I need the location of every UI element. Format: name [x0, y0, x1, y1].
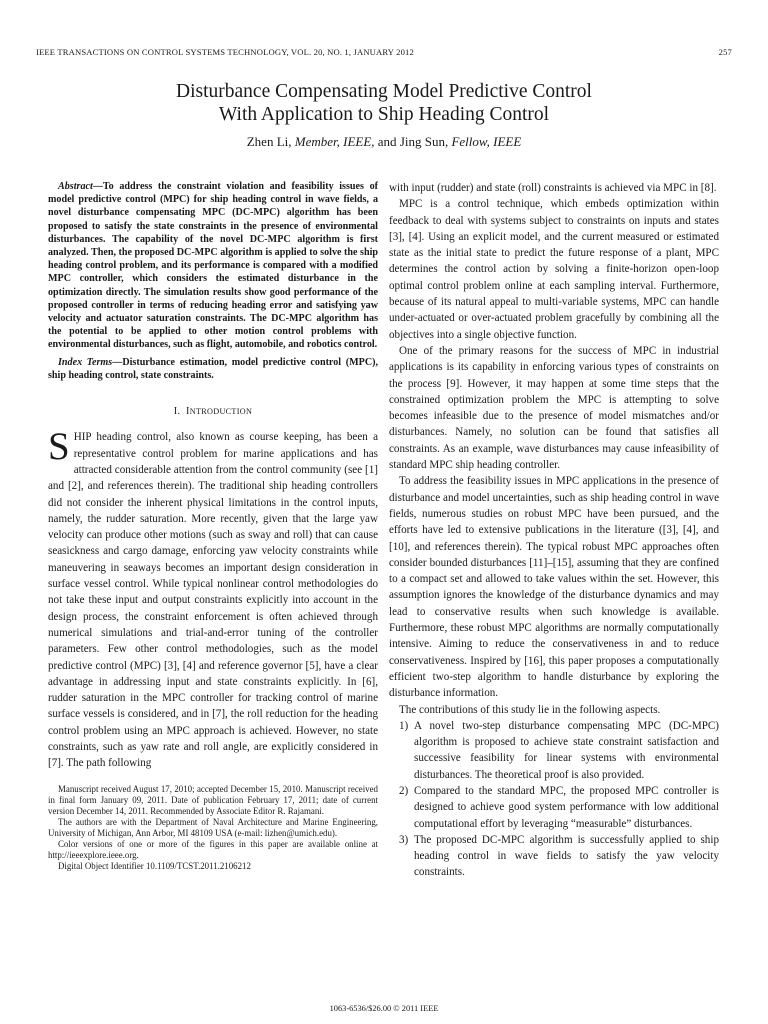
author-line — [0, 134, 768, 150]
list-item-text: The proposed DC-MPC algorithm is successfully applied to ship heading control in wave fields to satisfy the yaw velocity constraints. — [414, 833, 719, 879]
list-item-number: 3) — [399, 833, 409, 846]
footnote-affiliation: The authors are with the Department of Naval Architecture and Marine Engineering, University of Michigan, Ann Arbor, MI 48109 USA (e-mail: lizhen@umich.edu). — [48, 816, 378, 838]
contributions-list — [389, 718, 719, 881]
right-paragraph-2: One of the primary reasons for the success of MPC in industrial applications is its capability in enforcing various types of constraints on the process [9]. However, it may happen at some time steps that the constrained optimization problem the MPC is attempting to solve becomes infeasible due to the presence of model mismatches and/or disturbances. Namely, no solution can be found that satisfies all constraints. As an example, wave disturbances may cause infeasibility of standard MPC ship heading controller. — [389, 344, 719, 472]
copyright-footer: 1063-6536/$26.00 © 2011 IEEE — [329, 1004, 439, 1013]
abstract-label: Abstract — [58, 181, 93, 192]
right-paragraph-0: with input (rudder) and state (roll) constraints is achieved via MPC in [8]. — [389, 182, 717, 194]
title-line-1: Disturbance Compensating Model Predictive Control — [176, 81, 592, 102]
journal-header: IEEE TRANSACTIONS ON CONTROL SYSTEMS TECHNOLOGY, VOL. 20, NO. 1, JANUARY 2012 — [36, 47, 414, 57]
index-terms-label: Index Terms — [58, 356, 113, 368]
drop-cap: S — [48, 425, 70, 469]
abstract — [48, 180, 378, 352]
left-column — [48, 180, 378, 872]
section-numeral: I. — [173, 406, 181, 418]
right-paragraph-3: To address the feasibility issues in MPC applications in the presence of disturbance and model uncertainties, such as ship heading control in wave fields, numerous studies on robust MPC have been pursued, and the efforts have led to extensive publications in the literature ([3], [4], and [10], and references therein). The typical robust MPC approaches often consider bounded disturbances [11]–[15], assuming that they are confined to a compact set and allowed to take values within the set. However, this assumption ignores the knowledge of the disturbance dynamics and may lead to conservative results when such knowledge is available. Furthermore, these robust MPC algorithms are normally computationally intensive. Aiming to reduce the conservativeness in and to reduce conservativeness. Inspired by [16], this paper proposes a computationally efficient two-step algorithm to handle disturbance by exploring the disturbance information. — [389, 475, 719, 700]
list-item-text: Compared to the standard MPC, the proposed MPC controller is designed to achieve good system performance with low additional computational effort by leveraging “measurable” disturbances. — [414, 784, 719, 830]
index-terms — [48, 356, 378, 382]
section-heading — [48, 404, 378, 420]
title-line-2: With Application to Ship Heading Control — [218, 104, 550, 125]
intro-paragraph — [48, 425, 378, 771]
list-item — [389, 783, 719, 832]
list-item-number: 1) — [399, 719, 409, 732]
abstract-text: —To address the constraint violation and feasibility issues of model predictive control (MPC) for ship heading control in wave fields, a novel disturbance compensating MPC (DC-MPC) algorithm has been proposed to satisfy the state constraints in the presence of environmental disturbances. The capability of the novel DC-MPC algorithm is first analyzed. Then, the proposed DC-MPC algorithm is applied to solve the ship heading control problem, and its performance is compared with a modified MPC controller, which considers the estimated disturbance in the optimization directly. The simulation results show good performance of the proposed controller in terms of reducing heading error and satisfying yaw velocity and actuator saturation constraints. The DC-MPC algorithm has the potential to be applied to other motion control problems with environmental disturbances, such as flight, automobile, and robotics control. — [48, 181, 378, 351]
footnote-color: Color versions of one or more of the figures in this paper are available online at http://ieeexplore.ieee.org. — [48, 838, 378, 860]
running-header — [36, 47, 732, 61]
footnotes — [48, 784, 378, 872]
list-item — [389, 832, 719, 881]
footnote-received: Manuscript received August 17, 2010; accepted December 15, 2010. Manuscript received in final form January 09, 2011. Date of publication February 17, 2011; date of current version December 14, 2011. Recommended by Associate Editor R. Rajamani. — [48, 783, 378, 816]
index-terms-text: —Disturbance estimation, model predictive control (MPC), ship heading control, state constraints. — [48, 356, 378, 381]
author-1-role: Member, IEEE, — [294, 134, 375, 149]
footnote-doi: Digital Object Identifier 10.1109/TCST.2011.2106212 — [58, 860, 251, 871]
right-paragraph-4: The contributions of this study lie in the following aspects. — [399, 703, 661, 716]
author-conjunction: and — [377, 134, 397, 149]
list-item — [389, 718, 719, 783]
author-1-name: Zhen Li, — [246, 134, 292, 149]
author-2-role: Fellow, IEEE — [451, 134, 522, 149]
intro-text: HIP heading control, also known as course keeping, has been a representative control problem for marine applications and has attracted considerable attention from the control community (see [1] and [2], and references therein). The traditional ship heading controllers did not consider the inherent physical limitations in the control inputs, namely, the rudder saturation. More recently, given that the large yaw velocity can produce other motions (such as sway and roll) that can cause seasickness and cargo damage, enforcing yaw velocity constraints while maneuvering in seaways becomes an important design consideration in surface vessel control. While typical nonlinear control methodologies do not take these input and output constraints explicitly into account in the design process, the constraint enforcement is often achieved through numerical simulations and trial-and-error tuning of the controller parameters. Few other control methodologies, such as the model predictive control (MPC) [3], [4] and reference governor [5], have a clear advantage in addressing input and state constraints explicitly. In [6], rudder saturation in the MPC controller for tracking control of marine surface vessels is considered, and in [7], the roll reduction for the heading control problem using an MPC approach is achieved. However, no state constraints, such as yaw rate and roll angle, are explicitly considered in [7]. The path following — [48, 431, 378, 770]
paper-title — [0, 80, 768, 126]
right-paragraph-1: MPC is a control technique, which embeds optimization within feedback to deal with systems subject to constraints on inputs and states [3], [4]. Using an explicit model, and the current measured or estimated state as the initial state to predict the future response of a plant, MPC determines the control action by solving a finite-horizon open-loop optimal control problem online at each sampling interval. Furthermore, because of its natural appeal to multi-variable systems, MPC can handle under-actuated or over-actuated problem gracefully by combining all the objectives into a single objective function. — [389, 198, 719, 341]
author-2-name: Jing Sun, — [399, 134, 449, 149]
list-item-text: A novel two-step disturbance compensating MPC (DC-MPC) algorithm is proposed to achieve state constraint satisfaction and successive feasibility for linear systems with environmental disturbances. The theoretical proof is also provided. — [414, 719, 719, 781]
section-title-rest: NTRODUCTION — [189, 407, 253, 417]
list-item-number: 2) — [399, 784, 409, 797]
right-column — [389, 180, 719, 881]
page-number: 257 — [718, 47, 732, 57]
section-title-initial: I — [186, 406, 190, 418]
